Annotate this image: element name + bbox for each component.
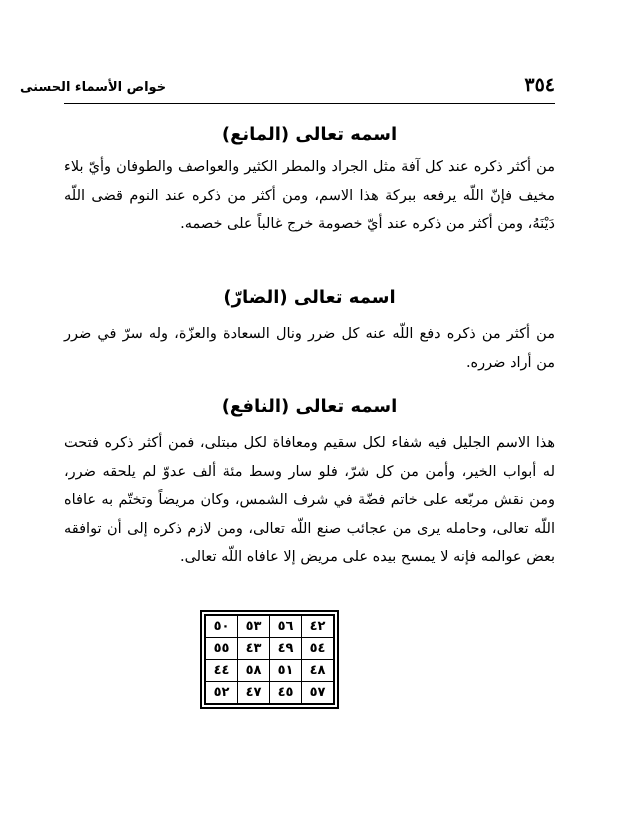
paragraph: من أكثر ذكره عند كل آفة مثل الجراد والمطر الكثير والعواصف والطوفان وأيّ بلاء مخيف فإنّ اللّه يرفعه ببركة هذا الاسم، ومن أكثر من ذكره عند النوم قضى اللّه دَيْنَهُ، ومن أكثر من ذكره عند أيّ خصومة خرج غالباً على خصمه.	[64, 159, 555, 233]
table-cell: ٥٧	[302, 682, 335, 705]
table-row	[205, 615, 334, 638]
section-heading-al-mani: اسمه تعالى (المانع)	[221, 124, 398, 145]
table-cell: ٥٨	[238, 660, 270, 682]
table-cell: ٤٥	[270, 682, 302, 705]
paragraph: من أكثر من ذكره دفع اللّه عنه كل ضرر ونال السعادة والعزّة، وله سرّ في ضرر من أراد ضرره.	[64, 326, 555, 371]
table-cell: ٥٣	[238, 615, 270, 638]
table-cell: ٥٢	[205, 682, 238, 705]
section-text-an-nafi	[64, 429, 555, 572]
table-cell: ٤٢	[302, 615, 335, 638]
section-text-ad-darr	[64, 320, 555, 377]
table-cell: ٤٩	[270, 638, 302, 660]
table-row	[205, 682, 334, 705]
table-cell: ٥١	[270, 660, 302, 682]
page-number: ٣٥٤	[524, 74, 555, 96]
table-cell: ٥٦	[270, 615, 302, 638]
table-cell: ٥٤	[302, 638, 335, 660]
table-cell: ٥٥	[205, 638, 238, 660]
table-cell: ٥٠	[205, 615, 238, 638]
magic-square-table	[204, 614, 335, 705]
table-cell: ٤٨	[302, 660, 335, 682]
table-row	[205, 660, 334, 682]
section-heading-ad-darr: اسمه تعالى (الضارّ)	[223, 287, 396, 308]
paragraph: هذا الاسم الجليل فيه شفاء لكل سقيم ومعافاة لكل مبتلى، فمن أكثر ذكره فتحت له أبواب الخير، وأمن من كل شرّ، فلو سار وسط مئة ألف عدوّ لم يلحقه ضرر، ومن نقش مربّعه على خاتم فضّة في شرف الشمس، وكان مريضاً وتختّم به عافاه اللّه تعالى، وحامله يرى من عجائب صنع اللّه تعالى، ومن لازم ذكره إلى أن توافقه بعض عوالمه فإنه لا يمسح بيده على مريض إلا عافاه اللّه تعالى.	[64, 435, 555, 566]
header-rule	[64, 103, 555, 104]
table-cell: ٤٧	[238, 682, 270, 705]
table-cell: ٤٤	[205, 660, 238, 682]
running-header-title: خواص الأسماء الحسنى	[20, 80, 167, 95]
table-cell: ٤٣	[238, 638, 270, 660]
section-text-al-mani	[64, 153, 555, 239]
section-heading-an-nafi: اسمه تعالى (النافع)	[221, 396, 398, 417]
table-row	[205, 638, 334, 660]
